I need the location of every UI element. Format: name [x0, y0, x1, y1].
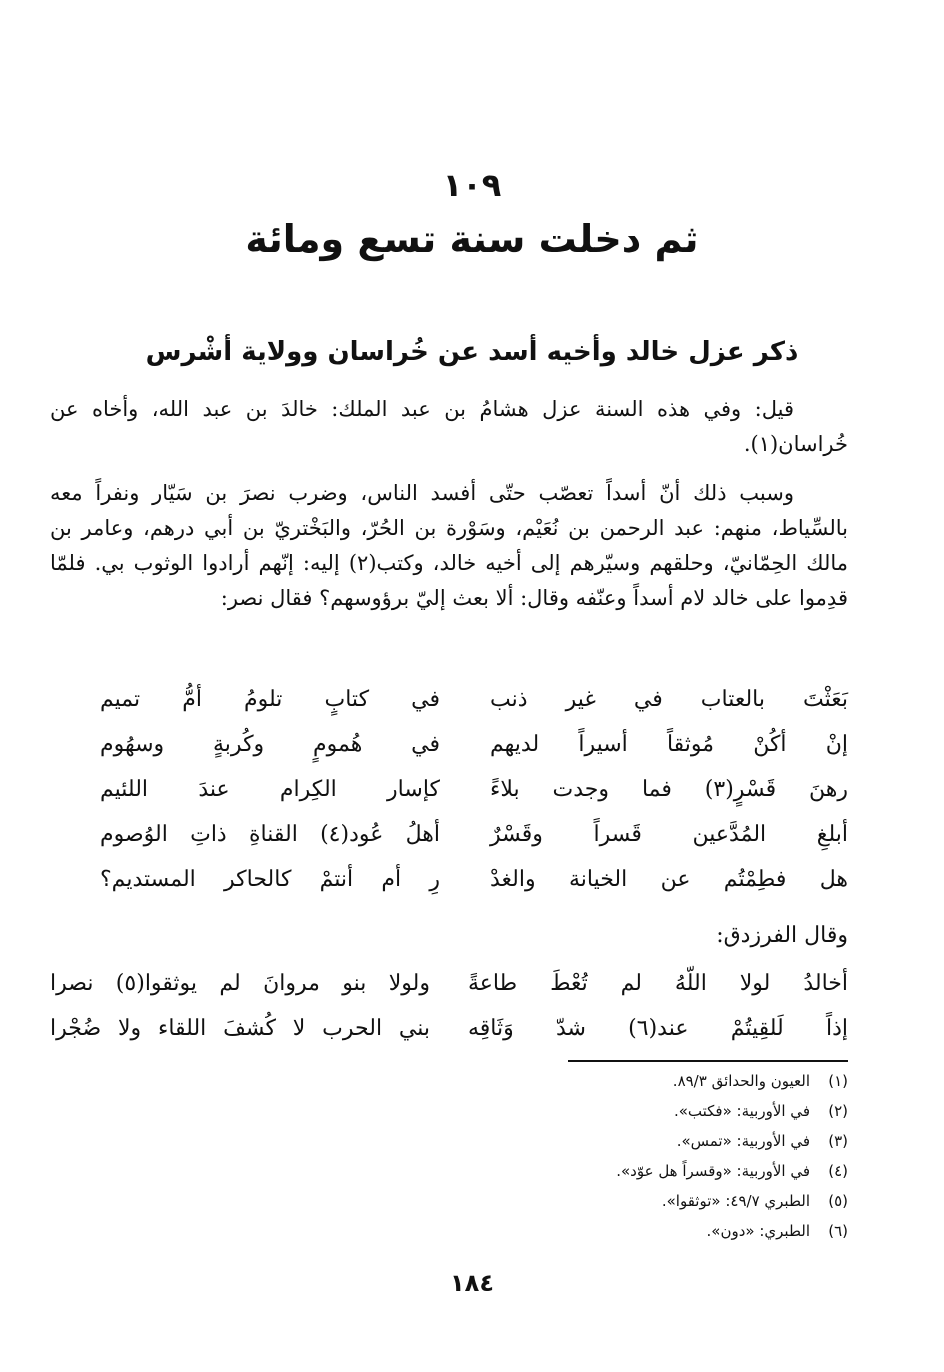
verse-line — [50, 815, 848, 860]
chapter-title: ثم دخلت سنة تسع ومائة — [245, 217, 699, 261]
verse-second-hemistich: كإسار الكِرام عندَ اللئيم — [100, 777, 440, 802]
verse-line — [50, 680, 848, 725]
poem-farazdaq — [50, 964, 848, 1054]
verse-line — [50, 770, 848, 815]
verse-first-hemistich: إذاً لَلقِيتُمْ عند(٦) شدّ وَثَاقِه — [468, 1016, 848, 1041]
verse-second-hemistich: ولولا بنو مروانَ لم يوثقوا(٥) نصرا — [50, 971, 430, 996]
footnote-item — [348, 1066, 848, 1096]
footnote-text: العيون والحدائق ٨٩/٣. — [672, 1072, 810, 1090]
verse-first-hemistich: هل فطِمْتُم عن الخيانة والغدْ — [490, 867, 848, 892]
verse-second-hemistich: بني الحرب لا كُشفَ اللقاء ولا ضُجْرا — [50, 1016, 430, 1041]
footnote-number: (٥) — [828, 1192, 848, 1210]
footnote-item — [348, 1096, 848, 1126]
verse-line — [50, 725, 848, 770]
verse-first-hemistich: إنْ أكُنْ مُوثقاً أسيراً لديهم — [490, 732, 848, 757]
verse-introduction: وقال الفرزدق: — [716, 923, 848, 948]
footnote-number: (٦) — [828, 1222, 848, 1240]
footnote-number: (٤) — [828, 1162, 848, 1180]
verse-line — [50, 860, 848, 905]
footnote-text: في الأوربية: «وقسراً هل عوّد». — [616, 1162, 810, 1180]
footnote-divider — [568, 1060, 848, 1062]
footnote-text: الطبري: «دون». — [706, 1222, 810, 1240]
paragraph: وسبب ذلك أنّ أسداً تعصّب حتّى أفسد الناس، وضرب نصرَ بن سَيّار ونفراً معه بالسِّياط، منهم: عبد الرحمن بن نُعَيْم، وسَوْرة بن الحُرّ، والبَخْتريّ بن أبي درهم، وعامر بن مالك الحِمّانيّ، وحلقهم وسيّرهم إلى أخيه خالد، وكتب(٢) إليه: إنّهم أرادوا الوثوب بي. فلمّا قدِموا على خالد لام أسداً وعنّفه وقال: ألا بعث إليّ برؤوسهم؟ فقال نصر: — [50, 481, 849, 610]
section-title: ذكر عزل خالد وأخيه أسد عن خُراسان وولاية أشْرس — [145, 337, 799, 367]
footnote-item — [348, 1216, 848, 1246]
verse-line — [50, 964, 848, 1009]
footnote-text: الطبري ٤٩/٧: «توثقوا». — [661, 1192, 810, 1210]
verse-second-hemistich: في هُمومٍ وكُربةٍ وسهُوم — [100, 732, 440, 757]
verse-first-hemistich: بَعَثْتَ بالعتاب في غير ذنب — [490, 687, 848, 712]
page-number: ١٨٤ — [450, 1269, 494, 1297]
verse-first-hemistich: أخالدُ لولا اللّهُ لم تُعْطَ طاعةً — [468, 971, 848, 996]
verse-second-hemistich: في كتابٍ تلومُ أمُّ تميم — [100, 687, 440, 712]
footnote-text: في الأوربية: «تمس». — [676, 1132, 810, 1150]
footnote-number: (٢) — [828, 1102, 848, 1120]
footnote-text: في الأوربية: «فكتب». — [673, 1102, 810, 1120]
verse-second-hemistich: رِ أم أنتمْ كالحاكر المستديم؟ — [100, 867, 440, 892]
footnote-item — [348, 1156, 848, 1186]
footnote-number: (١) — [828, 1072, 848, 1090]
footnote-number: (٣) — [828, 1132, 848, 1150]
verse-first-hemistich: رهنَ قَسْرٍ(٣) فما وجدت بلاءً — [490, 777, 848, 802]
chapter-number: ١٠٩ — [442, 166, 502, 204]
verse-first-hemistich: أبلغِ المُدَّعين قَسراً وقَسْرٌ — [490, 822, 848, 847]
poem-nasr — [50, 680, 848, 905]
footnote-item — [348, 1126, 848, 1156]
footnotes — [348, 1066, 848, 1246]
verse-second-hemistich: أهلُ عُود(٤) القناةِ ذاتِ الوُصوم — [100, 822, 440, 847]
paragraph: قيل: وفي هذه السنة عزل هشامُ بن عبد الملك: خالدَ بن عبد الله، وأخاه عن خُراسان(١). — [50, 397, 848, 456]
footnote-item — [348, 1186, 848, 1216]
verse-line — [50, 1009, 848, 1054]
